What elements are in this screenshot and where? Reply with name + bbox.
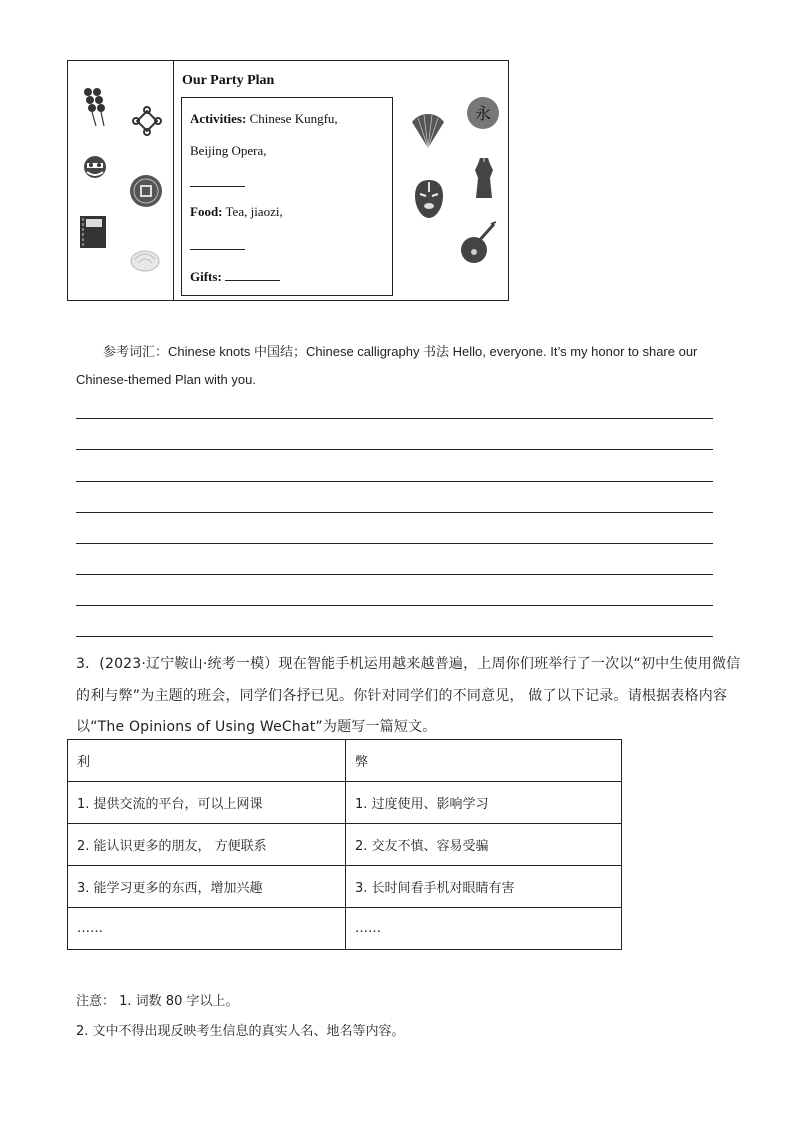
header-cons: 弊 — [346, 740, 622, 782]
food-line — [190, 204, 283, 220]
opinions-table — [67, 739, 622, 950]
food-label: Food: — [190, 204, 223, 219]
reference-line-1: 参考词汇：Chinese knots 中国结；Chinese calligraphy 书法 Hello, everyone. It’s my honor to share our — [103, 344, 698, 359]
activities-line — [190, 111, 338, 127]
gifts-label: Gifts: — [190, 269, 222, 284]
coin-seal-icon — [128, 173, 164, 209]
svg-text:永: 永 — [474, 104, 492, 123]
question-3-line-2: 的利与弊”为主题的班会，同学们各抒已见。你针对同学们的不同意见， 做了以下记录。请根据表格内容 — [76, 688, 728, 704]
table-row — [68, 866, 622, 908]
table-row — [68, 824, 622, 866]
note-line-2: 2. 文中不得出现反映考生信息的真实人名、地名等内容。 — [76, 1024, 405, 1039]
pro-cell: 3. 能学习更多的东西，增加兴趣 — [68, 866, 346, 908]
con-cell: 1. 过度使用、影响学习 — [346, 782, 622, 824]
writing-line[interactable] — [76, 512, 713, 513]
qipao-icon — [472, 156, 496, 200]
note-line-1: 注意： 1. 词数 80 字以上。 — [76, 994, 239, 1009]
con-cell: 3. 长时间看手机对眼睛有害 — [346, 866, 622, 908]
activities-blank[interactable] — [190, 174, 245, 191]
table-header-row — [68, 740, 622, 782]
pro-cell: …… — [68, 908, 346, 950]
gifts-line — [190, 268, 280, 285]
lion-dance-icon — [80, 152, 110, 182]
pro-cell: 1. 提供交流的平台，可以上网课 — [68, 782, 346, 824]
thread-bound-book-icon — [78, 214, 108, 250]
table-row — [68, 782, 622, 824]
tanghulu-icon — [80, 84, 108, 128]
writing-line[interactable] — [76, 418, 713, 419]
activities-value: Chinese Kungfu, — [246, 111, 338, 126]
activities-line-2: Beijing Opera, — [190, 143, 267, 158]
plan-divider — [173, 60, 174, 301]
writing-line[interactable] — [76, 543, 713, 544]
folding-fan-icon — [410, 112, 446, 152]
food-value: Tea, jiaozi, — [222, 204, 283, 219]
con-cell: 2. 交友不慎、容易受骗 — [346, 824, 622, 866]
header-pros: 利 — [68, 740, 346, 782]
opera-mask-icon — [412, 178, 446, 220]
con-cell: …… — [346, 908, 622, 950]
question-3-line-1: 3．(2023·辽宁鞍山·统考一模）现在智能手机运用越来越普遍，上周你们班举行了一次以“初中生使用微信 — [76, 656, 741, 672]
writing-line[interactable] — [76, 449, 713, 450]
pro-cell: 2. 能认识更多的朋友， 方便联系 — [68, 824, 346, 866]
writing-line[interactable] — [76, 636, 713, 637]
chinese-knot-icon — [130, 104, 164, 138]
plan-title: Our Party Plan — [182, 73, 275, 88]
pipa-icon — [458, 220, 498, 266]
steamed-bun-icon — [128, 245, 162, 275]
food-blank[interactable] — [190, 237, 245, 254]
writing-line[interactable] — [76, 574, 713, 575]
gifts-blank[interactable] — [225, 268, 280, 281]
reference-line-2: Chinese-themed Plan with you. — [76, 372, 256, 387]
activities-label: Activities: — [190, 111, 247, 126]
writing-line[interactable] — [76, 481, 713, 482]
question-3-line-3: 以“The Opinions of Using WeChat”为题写一篇短文。 — [76, 719, 437, 735]
calligraphy-yong-icon — [466, 96, 500, 130]
writing-line[interactable] — [76, 605, 713, 606]
table-row — [68, 908, 622, 950]
